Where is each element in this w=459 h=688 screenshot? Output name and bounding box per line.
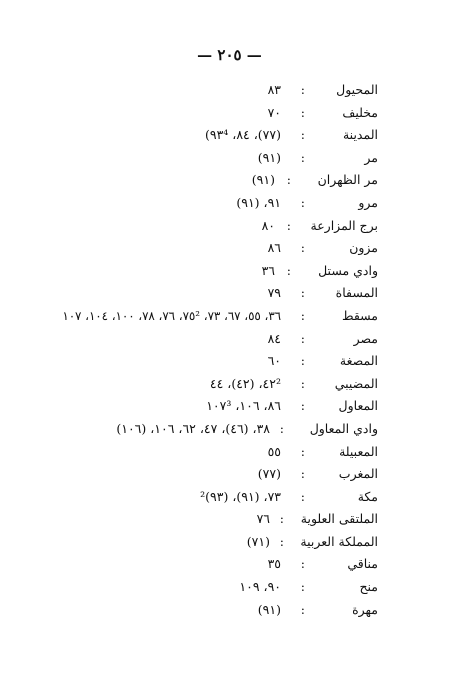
separator: :: [279, 511, 284, 527]
separator: :: [286, 172, 291, 188]
index-term: المملكة العربية: [300, 533, 378, 549]
page-references: ٣٦: [261, 262, 275, 278]
index-entry: [18, 215, 378, 238]
index-term: مهرة: [352, 601, 378, 617]
index-term: مخليف: [342, 104, 378, 120]
index-term: الملتقى العلوية: [300, 511, 378, 527]
separator: :: [300, 579, 305, 595]
separator: :: [279, 533, 284, 549]
index-entry: [18, 192, 378, 215]
index-entry: [18, 486, 378, 509]
page-references: ٨٤: [267, 330, 281, 346]
page-references: (٩١): [257, 601, 281, 617]
index-entry: [18, 463, 378, 486]
index-term: المعاول: [338, 398, 378, 414]
page-references: ٣٥: [267, 556, 281, 572]
separator: :: [300, 330, 305, 346]
index-entry: [18, 79, 378, 102]
separator: :: [279, 420, 284, 436]
index-term: منح: [359, 579, 378, 595]
index-entry: [18, 169, 378, 192]
index-term: المغرب: [338, 466, 378, 482]
page-references: ٥٥: [267, 443, 281, 459]
page-references: ٨٦: [267, 240, 281, 256]
separator: :: [300, 307, 305, 323]
page-references: ٨٦، ١٠٦، ١٠٧³: [206, 398, 281, 414]
separator: :: [300, 104, 305, 120]
index-entry: [18, 124, 378, 147]
index-entry: [18, 260, 378, 283]
separator: :: [300, 149, 305, 165]
page-references: ٨٠: [261, 217, 275, 233]
page-references: (٩١): [257, 149, 281, 165]
page-references: ٩١، (٩١): [236, 194, 281, 210]
index-term: برج المزارعة: [310, 217, 378, 233]
index-entry: [18, 395, 378, 418]
page-references: ٤٢²، (٤٢)، ٤٤: [209, 375, 281, 391]
page-references: (٩١): [251, 172, 275, 188]
separator: :: [286, 262, 291, 278]
separator: :: [300, 398, 305, 414]
index-entry: [18, 147, 378, 170]
index-term: مر: [364, 149, 378, 165]
separator: :: [286, 217, 291, 233]
index-term: مرو: [358, 194, 378, 210]
index-term: مزون: [349, 240, 378, 256]
index-entry: [18, 328, 378, 351]
index-list: [18, 79, 378, 621]
index-entry: [18, 441, 378, 464]
separator: :: [300, 285, 305, 301]
index-term: وادي مستل: [318, 262, 378, 278]
index-entry: [18, 553, 378, 576]
page-references: (٧٧)، ٨٤، ٩٣⁴): [204, 127, 281, 143]
index-term: مصر: [353, 330, 378, 346]
page-references: ٨٣: [267, 82, 281, 97]
index-entry: [18, 599, 378, 622]
index-entry: [18, 576, 378, 599]
page-number: — ٢٠٥ —: [197, 46, 262, 64]
page-references: ٦٠: [267, 353, 281, 369]
separator: :: [300, 488, 305, 504]
index-entry: [18, 418, 378, 441]
separator: :: [300, 375, 305, 391]
separator: :: [300, 240, 305, 256]
separator: :: [300, 353, 305, 369]
page-references: ٧٠: [267, 104, 281, 120]
page-references: ٧٣، (٩١)، (٩٣)²: [200, 488, 281, 504]
index-entry: [18, 350, 378, 373]
index-entry: [18, 102, 378, 125]
page-references: ٣٦، ٥٥، ٦٧، ٧٣، ٧٥²، ٧٦، ٧٨، ١٠٠، ١٠٤، ١٠٧: [62, 308, 281, 323]
index-term: المصغة: [339, 353, 378, 369]
separator: :: [300, 127, 305, 143]
page-references: ٣٨، (٤٦)، ٤٧، ٦٢، ١٠٦، (١٠٦): [116, 420, 270, 436]
index-term: المحيول: [336, 82, 378, 97]
page-references: (٧٧): [257, 466, 281, 482]
index-entry: [18, 305, 378, 328]
separator: :: [300, 466, 305, 482]
index-term: مكة: [357, 488, 378, 504]
index-entry: [18, 237, 378, 260]
index-term: المضيبي: [334, 375, 378, 391]
index-term: المعبيلة: [339, 443, 378, 459]
index-term: المسفاة: [335, 285, 378, 301]
index-term: مسقط: [341, 307, 378, 323]
page-references: (٧١): [246, 533, 270, 549]
separator: :: [300, 194, 305, 210]
page-references: ٧٩: [267, 285, 281, 301]
index-entry: [18, 508, 378, 531]
index-entry: [18, 373, 378, 396]
separator: :: [300, 556, 305, 572]
index-entry: [18, 282, 378, 305]
page-references: ٧٦: [256, 511, 270, 527]
index-term: مناقي: [347, 556, 378, 572]
separator: :: [300, 443, 305, 459]
index-term: وادي المعاول: [309, 420, 378, 436]
index-term: المدينة: [342, 127, 378, 143]
index-term: مر الظهران: [317, 172, 378, 188]
separator: :: [300, 601, 305, 617]
page-references: ٩٠، ١٠٩: [239, 579, 281, 595]
separator: :: [300, 82, 305, 97]
index-entry: [18, 531, 378, 554]
